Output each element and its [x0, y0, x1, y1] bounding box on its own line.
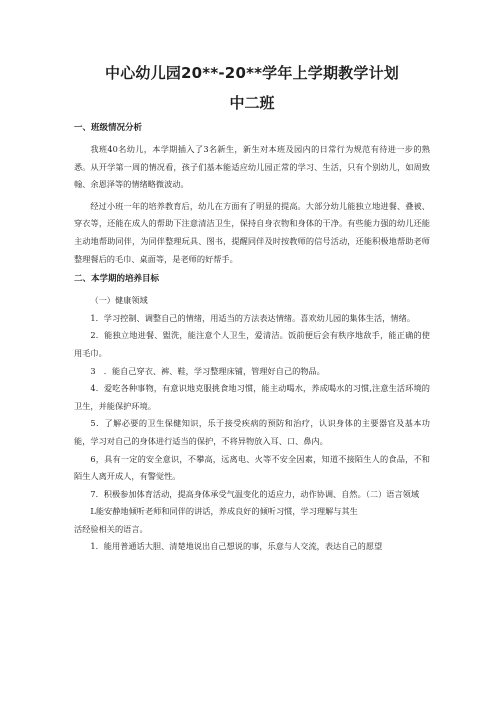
language-goal-1-cont: 活经验相关的语言。	[74, 523, 148, 534]
goal-item-5: 5．了解必要的卫生保健知识，乐于接受疾病的预防和治疗，认识身体的主要器官及基本功能，学习对自己的身体进行适当的保护，不将异物放入耳、口、鼻内。	[74, 418, 430, 446]
paragraph-class-overview: 我班40名幼儿，本学期插入了3名新生，新生对本班及园内的日常行为规范有待进一步的熟悉。从开学第一周的情况看，孩子们基本能适应幼儿园正常的学习、生活，只有个别幼儿，如周致翰、余恩泽等的情绪略微波动。	[74, 144, 430, 190]
language-goal-1: L能安静地倾听老师和同伴的讲话，养成良好的倾听习惯，学习理解与其生	[90, 506, 358, 517]
language-goal-2: 1．能用普通话大胆、清楚地说出自己想说的事，乐意与人交流，表达自己的愿望	[90, 541, 383, 552]
section-heading-goals: 二、本学期的培养目标	[74, 274, 160, 285]
paragraph-class-progress: 经过小班一年的培养教育后，幼儿在方面有了明显的提高。大部分幼儿能独立地进餐、叠被、穿衣等，还能在成人的帮助下注意清洁卫生，保持自身衣物和身体的干净。有些能力强的幼儿还能主动地帮助同伴，为同伴整理玩具、图书，提醒同伴及时按教师的信号活动，还能积极地帮助老师整理餐后的毛巾、桌面等，是老师的好帮手。	[74, 200, 430, 264]
section-heading-class-analysis: 一、班级情况分析	[74, 123, 143, 133]
goal-item-3: 3 ．能自己穿衣、裤、鞋，学习整理床铺，管理好自己的物品。	[90, 365, 325, 376]
subheading-health: （一）健康领域	[90, 295, 148, 306]
document-title: 中心幼儿园20**-20**学年上学期教学计划	[105, 64, 399, 82]
goal-item-1: 1．学习控制、调整自己的情绪，用适当的方法表达情绪。喜欢幼儿园的集体生活，情绪。	[90, 312, 415, 323]
goal-item-2: 2．能独立地进餐、盥洗，能注意个人卫生，爱清洁。饭前便后会有秩序地敌手，能正确的使用毛巾。	[74, 330, 430, 358]
goal-item-6: 6，具有一定的安全意识，不攀高，远离电、火等不安全因素，知道不接陌生人的食品，不和陌生人离开成人，有警觉性。	[74, 453, 430, 482]
goal-item-4: 4．爱吃各种事物，有意识地克服挑食地习惯，能主动喝水，养成喝水的习惯,注意生活环境的卫生，并能保护环境。	[74, 383, 430, 411]
class-name: 中二班	[229, 94, 275, 112]
goal-item-7: 7．积极参加体育活动，提高身体承受气温变化的适应力，动作协调、自然。（二）语言领域	[90, 488, 420, 499]
